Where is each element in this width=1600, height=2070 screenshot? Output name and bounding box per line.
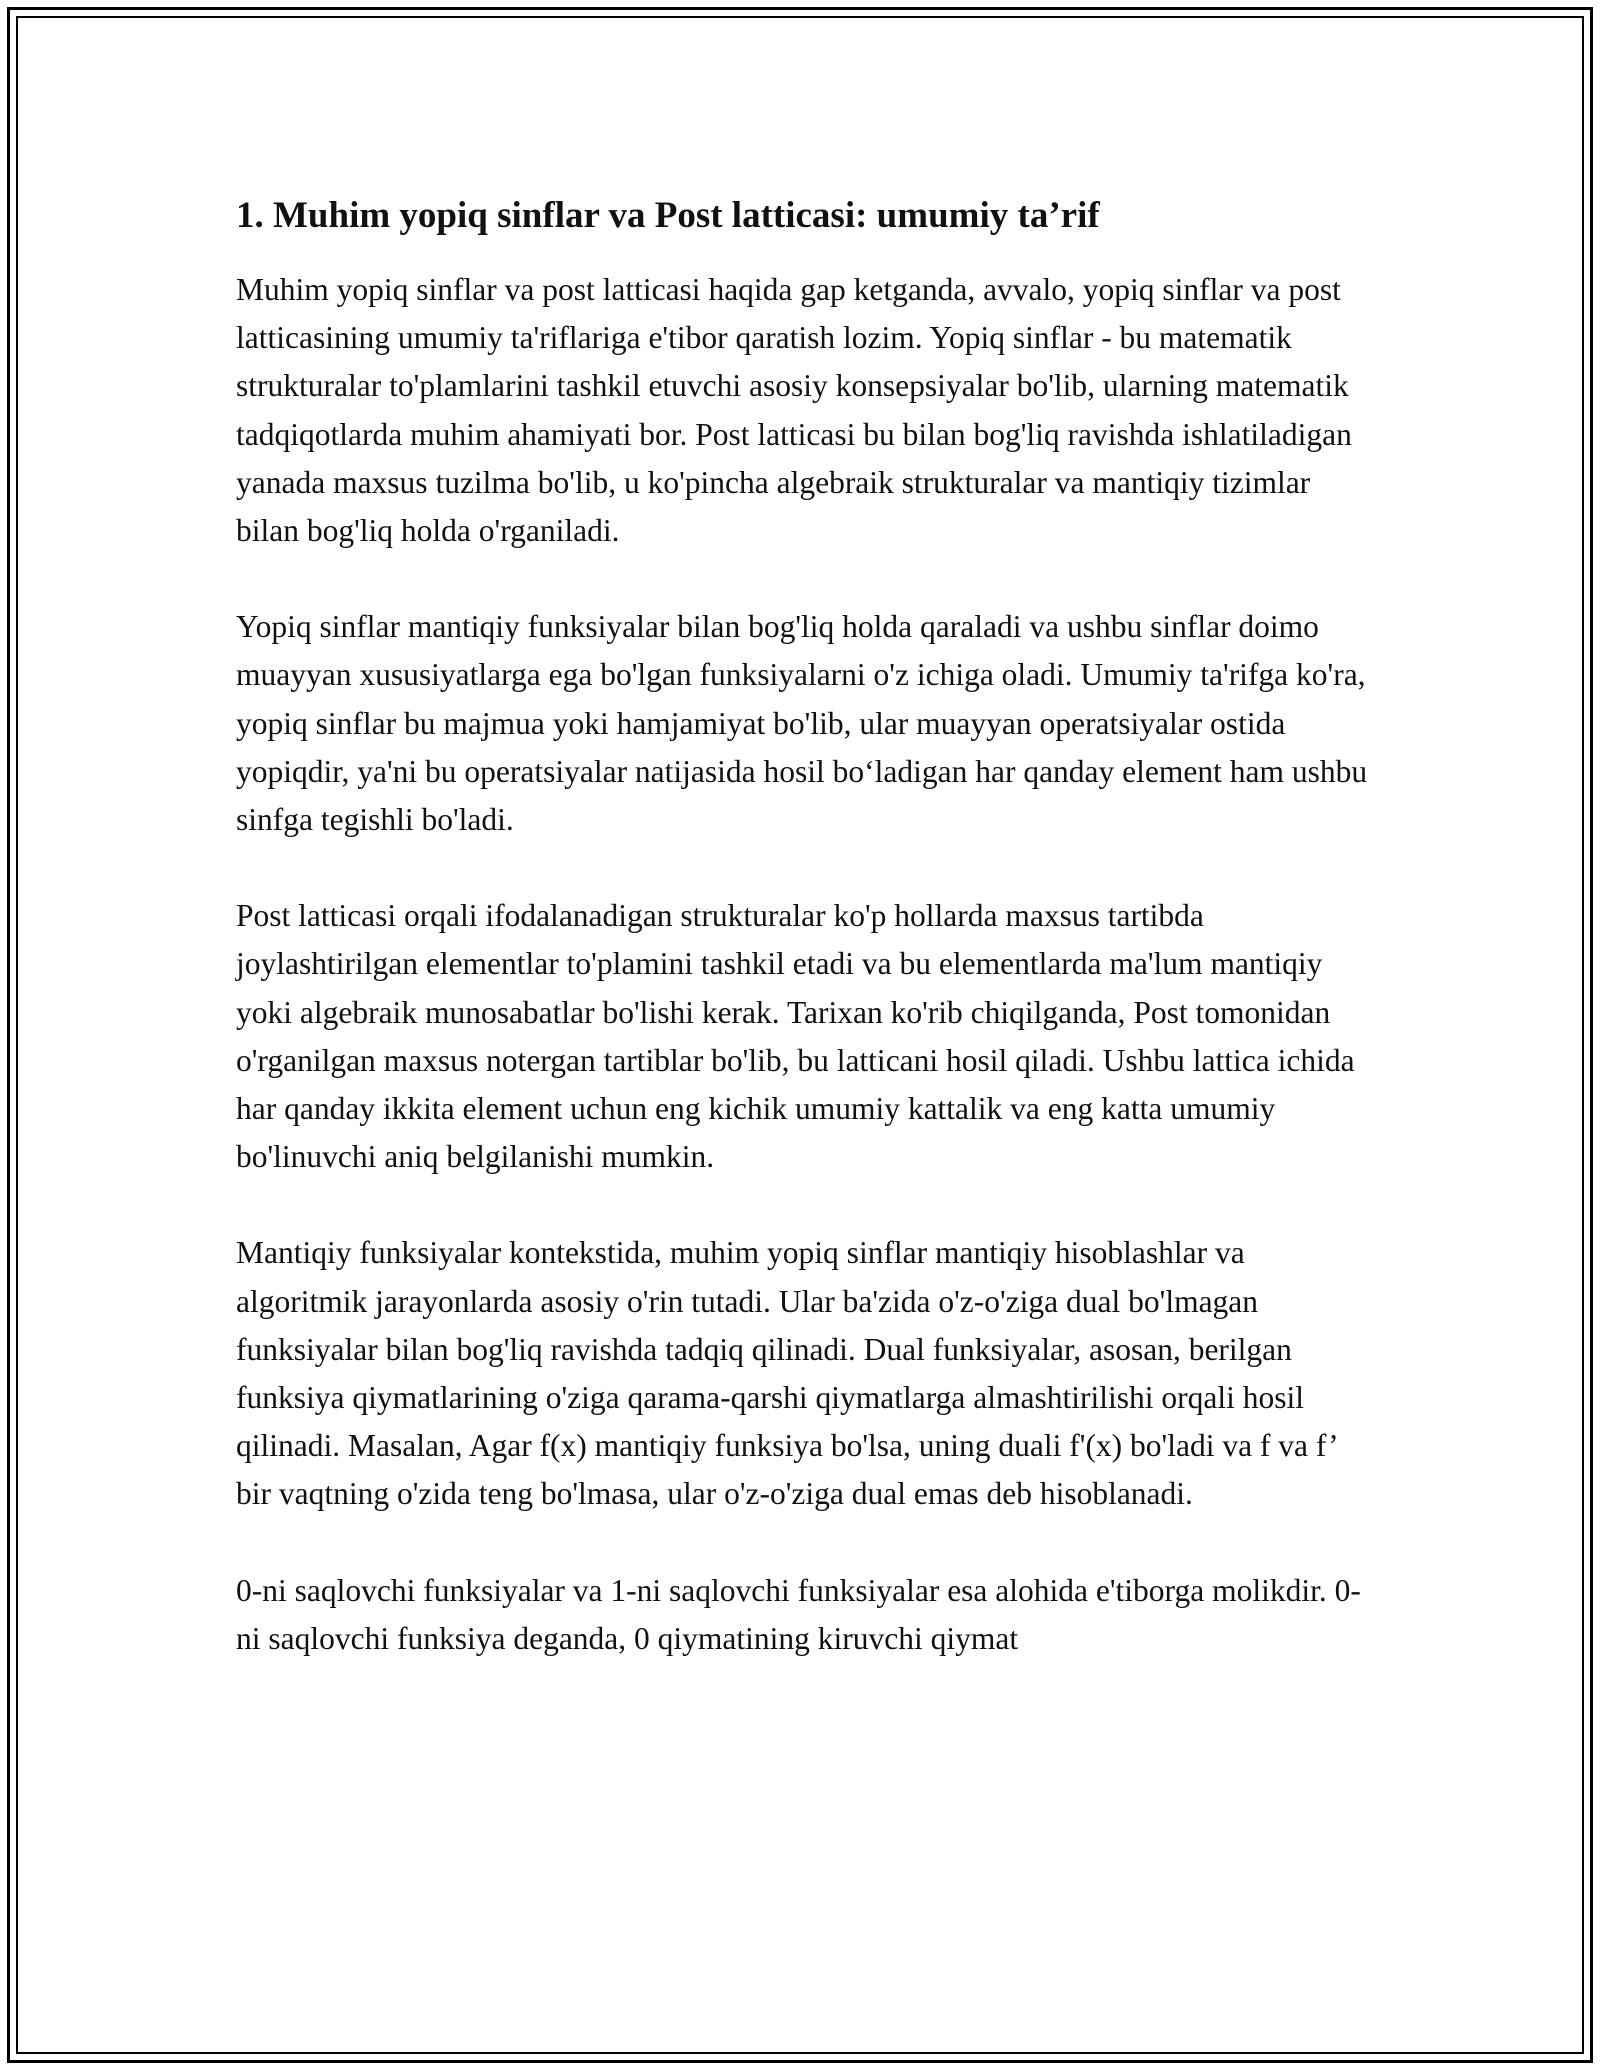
section-heading: 1. Muhim yopiq sinflar va Post latticasi: umumiy ta’rif: [236, 195, 1100, 236]
paragraph-5: 0-ni saqlovchi funksiyalar va 1-ni saqlovchi funksiyalar esa alohida e'tiborga molikdir. 0-ni saqlovchi funksiya deganda, 0 qiymatining kiruvchi qiymat: [236, 1572, 1361, 1656]
paragraph-3: Post latticasi orqali ifodalanadigan strukturalar ko'p hollarda maxsus tartibda joylashtirilgan elementlar to'plamini tashkil etadi va bu elementlarda ma'lum mantiqiy yoki algebraik munosabatlar bo'lishi kerak. Tarixan ko'rib chiqilganda, Post tomonidan o'rganilgan maxsus notergan tartiblar bo'lib, bu latticani hosil qiladi. Ushbu lattica ichida har qanday ikkita element uchun eng kichik umumiy kattalik va eng katta umumiy bo'linuvchi aniq belgilanishi mumkin.: [236, 898, 1355, 1175]
paragraph-4: Mantiqiy funksiyalar kontekstida, muhim yopiq sinflar mantiqiy hisoblashlar va algoritmik jarayonlarda asosiy o'rin tutadi. Ular ba'zida o'z-o'ziga dual bo'lmagan funksiyalar bilan bog'liq ravishda tadqiq qilinadi. Dual funksiyalar, asosan, berilgan funksiya qiymatlarining o'ziga qarama-qarshi qiymatlarga almashtirilishi orqali hosil qilinadi. Masalan, Agar f(x) mantiqiy funksiya bo'lsa, uning duali f'(x) bo'ladi va f va f’ bir vaqtning o'zida teng bo'lmasa, ular o'z-o'ziga dual emas deb hisoblanadi.: [236, 1235, 1337, 1512]
paragraph-2: Yopiq sinflar mantiqiy funksiyalar bilan bog'liq holda qaraladi va ushbu sinflar doimo muayyan xususiyatlarga ega bo'lgan funksiyalarni o'z ichiga oladi. Umumiy ta'rifga ko'ra, yopiq sinflar bu majmua yoki hamjamiyat bo'lib, ular muayyan operatsiyalar ostida yopiqdir, ya'ni bu operatsiyalar natijasida hosil bo‘ladigan har qanday element ham ushbu sinfga tegishli bo'ladi.: [236, 609, 1368, 838]
paragraph-1: Muhim yopiq sinflar va post latticasi haqida gap ketganda, avvalo, yopiq sinflar va post latticasining umumiy ta'riflariga e'tibor qaratish lozim. Yopiq sinflar - bu matematik strukturalar to'plamlarini tashkil etuvchi asosiy konsepsiyalar bo'lib, ularning matematik tadqiqotlarda muhim ahamiyati bor. Post latticasi bu bilan bog'liq ravishda ishlatiladigan yanada maxsus tuzilma bo'lib, u ko'pincha algebraik strukturalar va mantiqiy tizimlar bilan bog'liq holda o'rganiladi.: [236, 272, 1352, 549]
document-body: [236, 188, 1376, 1663]
